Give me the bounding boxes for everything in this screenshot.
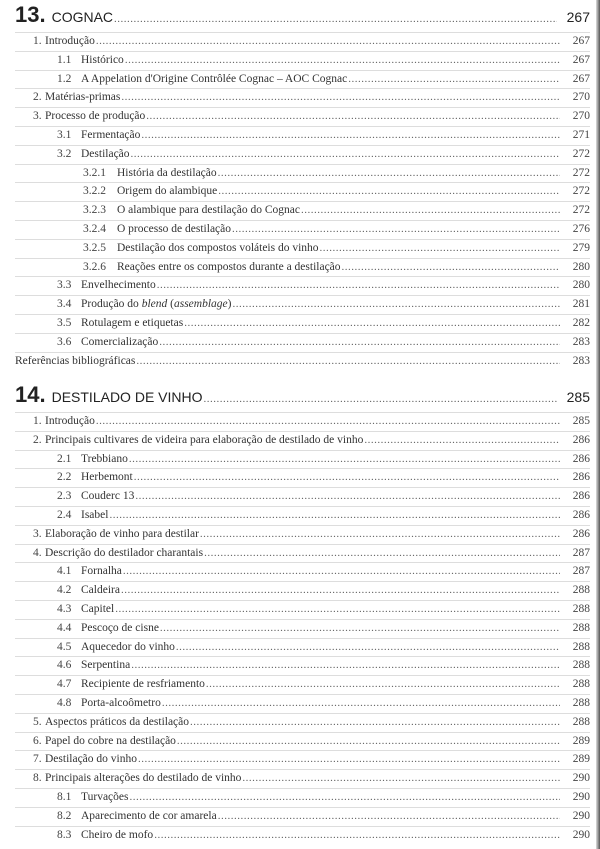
entry-page: 270 <box>572 110 590 123</box>
entry-title: Trebbiano <box>81 452 128 465</box>
entry-number: 3.2.6 <box>83 260 106 273</box>
title-part: blend <box>141 298 168 311</box>
dot-leader <box>134 469 560 486</box>
entry-number: 4.8 <box>57 696 72 709</box>
entry-page: 285 <box>572 415 590 427</box>
entry-page: 290 <box>572 809 590 822</box>
dot-leader <box>121 582 560 599</box>
entry-title: Matérias-primas <box>45 91 121 104</box>
entry-number: 2.2 <box>57 471 72 484</box>
dot-leader <box>154 827 560 844</box>
entry-number: 1. <box>33 415 42 427</box>
toc-entry[interactable] <box>15 525 590 544</box>
entry-title: História da destilação <box>117 166 217 179</box>
toc-entry[interactable] <box>15 201 590 220</box>
dot-leader <box>320 240 560 257</box>
entry-number: 1.2 <box>57 72 72 85</box>
entry-title: Comercialização <box>81 335 159 348</box>
dot-leader <box>204 393 557 405</box>
toc-entry[interactable] <box>15 807 590 826</box>
chapter-number: 14. <box>15 382 46 407</box>
dot-leader <box>157 277 560 294</box>
dot-leader <box>115 601 560 618</box>
entry-page: 272 <box>572 166 590 179</box>
toc-entry[interactable] <box>15 431 590 450</box>
dot-leader <box>218 165 560 182</box>
entry-page: 272 <box>572 147 590 160</box>
toc-entries <box>15 412 590 844</box>
entry-page: 270 <box>572 91 590 104</box>
entry-number: 1. <box>33 35 42 47</box>
entry-title: Pescoço de cisne <box>81 621 159 634</box>
toc-entry[interactable] <box>15 32 590 51</box>
entry-title: Aparecimento de cor amarela <box>81 809 217 822</box>
entry-number: 2.3 <box>57 490 72 503</box>
title-part: ( <box>167 298 174 311</box>
dot-leader <box>232 296 560 313</box>
dot-leader <box>131 657 560 674</box>
entry-page: 288 <box>572 640 590 653</box>
entry-title: Histórico <box>81 53 124 66</box>
dot-leader <box>129 451 560 468</box>
entry-page: 286 <box>572 433 590 446</box>
entry-number: 3.2.5 <box>83 241 106 254</box>
entry-title: Serpentina <box>81 659 131 672</box>
entry-number: 8.3 <box>57 828 72 841</box>
toc-entry[interactable] <box>15 220 590 239</box>
dot-leader <box>114 13 557 25</box>
toc-entry[interactable] <box>15 732 590 751</box>
entry-number: 3.5 <box>57 316 72 329</box>
toc-entry[interactable] <box>15 70 590 89</box>
title-part: assemblage <box>173 298 228 311</box>
dot-leader <box>242 770 560 787</box>
entry-page: 280 <box>572 279 590 292</box>
entry-title: Aquecedor do vinho <box>81 640 175 653</box>
dot-leader <box>206 676 560 693</box>
toc-entry[interactable] <box>15 295 590 314</box>
page-edge <box>596 0 600 849</box>
entry-title: Fermentação <box>81 128 141 141</box>
entry-page: 286 <box>572 490 590 503</box>
toc-entry[interactable] <box>15 276 590 295</box>
toc-entry[interactable] <box>15 826 590 845</box>
entry-page: 279 <box>572 241 590 254</box>
entry-title: Capitel <box>81 602 115 615</box>
dot-leader <box>342 259 560 276</box>
entry-title: Destilação do vinho <box>45 753 137 766</box>
entry-number: 4.7 <box>57 678 72 691</box>
dot-leader <box>176 639 560 656</box>
toc-entry[interactable] <box>15 182 590 201</box>
entry-title: O alambique para destilação do Cognac <box>117 204 300 217</box>
entry-page: 288 <box>572 621 590 634</box>
entry-page: 290 <box>572 772 590 785</box>
entry-number: 8.2 <box>57 809 72 822</box>
toc-entry[interactable] <box>15 638 590 657</box>
dot-leader <box>190 714 560 731</box>
entry-page: 267 <box>572 35 590 47</box>
entry-number: 4. <box>33 546 42 559</box>
entry-page: 283 <box>572 335 590 348</box>
entry-number: 1.1 <box>57 53 72 66</box>
entry-page: 286 <box>572 452 590 465</box>
entry-number: 3.2.2 <box>83 185 106 198</box>
entry-number: 5. <box>33 715 42 728</box>
toc-entry[interactable] <box>15 412 590 431</box>
entry-number: 3.4 <box>57 298 72 311</box>
entry-page: 286 <box>572 527 590 540</box>
entry-page: 288 <box>572 696 590 709</box>
entry-number: 4.3 <box>57 602 72 615</box>
dot-leader <box>123 563 560 580</box>
entry-title: Recipiente de resfriamento <box>81 678 205 691</box>
chapter-page: 267 <box>566 9 590 25</box>
toc-entry[interactable] <box>15 314 590 333</box>
entry-page: 287 <box>572 546 590 559</box>
entry-page: 276 <box>572 222 590 235</box>
entry-number: 4.6 <box>57 659 72 672</box>
entry-title: Introdução <box>45 35 95 47</box>
entry-page: 280 <box>572 260 590 273</box>
dot-leader <box>301 202 560 219</box>
dot-leader <box>184 315 560 332</box>
entry-page: 290 <box>572 828 590 841</box>
dot-leader <box>204 545 560 562</box>
toc-entry[interactable] <box>15 352 590 371</box>
entry-number: 4.2 <box>57 584 72 597</box>
entry-page: 271 <box>572 128 590 141</box>
entry-number: 6. <box>33 734 42 747</box>
dot-leader <box>159 334 560 351</box>
entry-page: 281 <box>572 298 590 311</box>
dot-leader <box>218 808 560 825</box>
dot-leader <box>177 733 560 750</box>
entry-page: 287 <box>572 565 590 578</box>
chapter-heading[interactable] <box>15 2 590 32</box>
entry-page: 267 <box>572 53 590 66</box>
toc-entry[interactable] <box>15 145 590 164</box>
dot-leader <box>131 146 560 163</box>
entry-page: 289 <box>572 753 590 766</box>
entry-number: 7. <box>33 753 42 766</box>
entry-title: Principais alterações do destilado de vinho <box>45 772 242 785</box>
entry-number: 3.2.4 <box>83 222 106 235</box>
entry-number: 4.5 <box>57 640 72 653</box>
entry-title <box>81 296 231 313</box>
dot-leader <box>232 221 560 238</box>
toc-entries <box>15 32 590 370</box>
toc-entry[interactable] <box>15 656 590 675</box>
entry-number: 2. <box>33 91 42 104</box>
dot-leader <box>130 789 561 806</box>
chapter-14 <box>15 382 590 844</box>
entry-number: 2. <box>33 433 42 446</box>
entry-page: 290 <box>572 790 590 803</box>
toc-entry[interactable] <box>15 713 590 732</box>
toc-entry[interactable] <box>15 769 590 788</box>
entry-number: 8.1 <box>57 790 72 803</box>
entry-title: Porta-alcoômetro <box>81 696 161 709</box>
toc-entry[interactable] <box>15 619 590 638</box>
entry-title: Aspectos práticos da destilação <box>45 715 190 728</box>
entry-page: 267 <box>572 72 590 85</box>
entry-page: 288 <box>572 584 590 597</box>
toc-entry[interactable] <box>15 333 590 352</box>
entry-number: 3.1 <box>57 128 72 141</box>
dot-leader <box>146 108 560 125</box>
entry-title: Descrição do destilador charantais <box>45 546 204 559</box>
toc-entry[interactable] <box>15 788 590 807</box>
entry-number: 4.4 <box>57 621 72 634</box>
entry-number: 2.4 <box>57 508 72 521</box>
chapter-heading[interactable] <box>15 382 590 412</box>
toc-entry[interactable] <box>15 562 590 581</box>
entry-title: Turvações <box>81 790 129 803</box>
dot-leader <box>135 488 560 505</box>
dot-leader <box>141 127 560 144</box>
entry-title: Principais cultivares de videira para elaboração de destilado de vinho <box>45 433 364 446</box>
toc-entry[interactable] <box>15 239 590 258</box>
dot-leader <box>125 52 560 69</box>
toc-entry[interactable] <box>15 258 590 277</box>
entry-page: 283 <box>572 354 590 367</box>
entry-number: 3.2 <box>57 147 72 160</box>
title-part: Produção do <box>81 298 142 311</box>
entry-number: 3.3 <box>57 279 72 292</box>
chapter-13 <box>15 2 590 370</box>
entry-page: 286 <box>572 471 590 484</box>
entry-page: 288 <box>572 715 590 728</box>
toc-entry[interactable] <box>15 164 590 183</box>
entry-number: 8. <box>33 772 42 785</box>
title-part: ) <box>227 298 232 311</box>
toc-entry[interactable] <box>15 88 590 107</box>
entry-title: Elaboração de vinho para destilar <box>45 527 199 540</box>
chapter-page: 285 <box>566 389 590 405</box>
entry-page: 272 <box>572 204 590 217</box>
entry-page: 288 <box>572 602 590 615</box>
toc-entry[interactable] <box>15 450 590 469</box>
entry-title: Envelhecimento <box>81 279 156 292</box>
entry-title: Fornalha <box>81 565 122 578</box>
entry-title: Referências bibliográficas <box>15 354 136 367</box>
dot-leader <box>136 353 560 370</box>
entry-number: 3. <box>33 527 42 540</box>
chapter-number: 13. <box>15 2 46 27</box>
entry-title: O processo de destilação <box>117 222 232 235</box>
entry-number: 3. <box>33 110 42 123</box>
toc-entry[interactable] <box>15 581 590 600</box>
dot-leader <box>138 751 560 768</box>
dot-leader <box>364 432 560 449</box>
toc-entry[interactable] <box>15 487 590 506</box>
toc-entry[interactable] <box>15 694 590 713</box>
dot-leader <box>348 71 560 88</box>
chapter-title: COGNAC <box>51 9 114 25</box>
entry-page: 288 <box>572 678 590 691</box>
dot-leader <box>162 695 560 712</box>
toc-entry[interactable] <box>15 600 590 619</box>
entry-title: Destilação dos compostos voláteis do vinho <box>117 241 319 254</box>
entry-title: Introdução <box>45 415 95 427</box>
entry-page: 272 <box>572 185 590 198</box>
entry-title: Destilação <box>81 147 130 160</box>
dot-leader <box>96 413 560 430</box>
dot-leader <box>121 89 560 106</box>
entry-number: 4.1 <box>57 565 72 578</box>
entry-title: Processo de produção <box>45 110 146 123</box>
entry-title: Rotulagem e etiquetas <box>81 316 184 329</box>
entry-title: A Appelation d'Origine Contrôlée Cognac – AOC Cognac <box>81 72 348 85</box>
entry-page: 286 <box>572 508 590 521</box>
entry-title: Caldeira <box>81 584 120 597</box>
toc-entry[interactable] <box>15 107 590 126</box>
entry-title: Reações entre os compostos durante a destilação <box>117 260 341 273</box>
toc-entry[interactable] <box>15 675 590 694</box>
entry-number: 3.2.3 <box>83 204 106 217</box>
dot-leader <box>160 620 560 637</box>
dot-leader <box>96 33 560 50</box>
toc-entry[interactable] <box>15 126 590 145</box>
entry-page: 288 <box>572 659 590 672</box>
entry-page: 282 <box>572 316 590 329</box>
dot-leader <box>109 507 560 524</box>
toc-entry[interactable] <box>15 51 590 70</box>
entry-title: Papel do cobre na destilação <box>45 734 176 747</box>
dot-leader <box>218 183 560 200</box>
entry-title: Herbemont <box>81 471 133 484</box>
dot-leader <box>200 526 560 543</box>
entry-title: Couderc 13 <box>81 490 135 503</box>
toc-entry[interactable] <box>15 750 590 769</box>
entry-page: 289 <box>572 734 590 747</box>
toc-entry[interactable] <box>15 506 590 525</box>
toc-entry[interactable] <box>15 468 590 487</box>
entry-number: 3.6 <box>57 335 72 348</box>
entry-title: Cheiro de mofo <box>81 828 154 841</box>
chapter-title: DESTILADO DE VINHO <box>51 389 203 405</box>
entry-number: 2.1 <box>57 452 72 465</box>
entry-number: 3.2.1 <box>83 166 106 179</box>
toc-entry[interactable] <box>15 544 590 563</box>
entry-title: Isabel <box>81 508 109 521</box>
entry-title: Origem do alambique <box>117 185 218 198</box>
